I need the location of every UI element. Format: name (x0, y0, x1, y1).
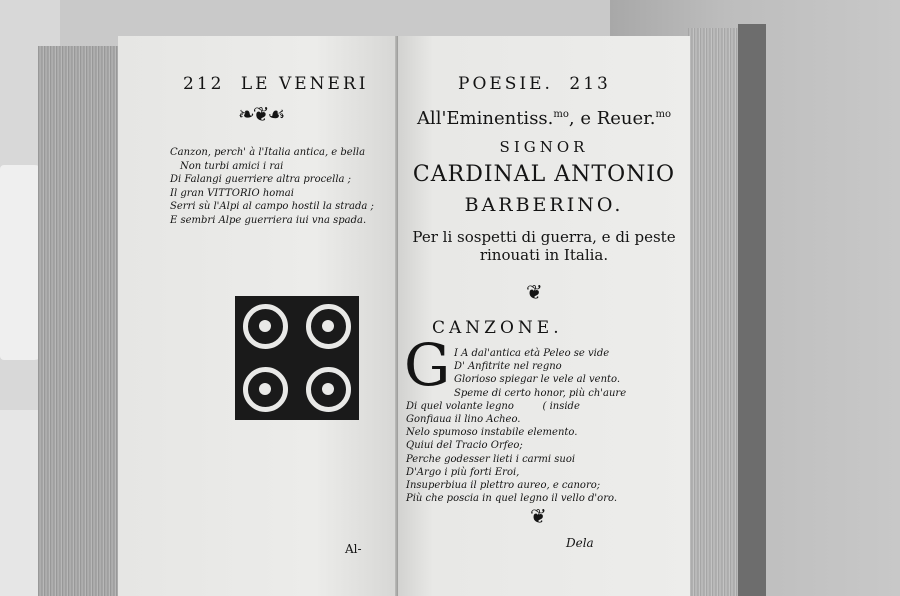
poem-line: Il gran VITTORIO homai (170, 187, 294, 199)
poem-line: Non turbi amici i rai (180, 160, 284, 172)
left-page-number: 212 (183, 74, 225, 94)
poem-line: Più che poscia in quel legno il vello d'oro. (406, 493, 618, 505)
title-signor: SIGNOR (499, 138, 589, 156)
subtitle-line: Per li sospetti di guerra, e di peste (412, 228, 676, 246)
right-running-head (458, 74, 611, 94)
foam-support-lower (0, 410, 40, 596)
right-page-number: 213 (569, 74, 611, 94)
poem-line: Glorioso spiegar le vele al vento. (454, 374, 621, 386)
poem-line: Insuperbiua il plettro aureo, e canoro; (406, 480, 601, 492)
woodcut-ornament-icon (235, 296, 359, 420)
title-cardinal: CARDINAL ANTONIO (412, 162, 676, 187)
subtitle-line: rinouati in Italia. (479, 246, 609, 264)
page-edges-left (38, 46, 118, 596)
bottom-fleuron-icon: ❦ (530, 504, 545, 528)
poem-line: E sembri Alpe guerriera iui vna spada. (170, 214, 367, 226)
left-catchword: Al- (345, 542, 362, 556)
poem-line: Di Falangi guerriere altra procella ; (170, 174, 352, 185)
left-poem (170, 146, 374, 227)
poem-line: Serri sù l'Alpi al campo hostil la strada ; (170, 201, 374, 212)
right-fleuron-icon: ❦ (526, 280, 541, 304)
ornament-quadrant (235, 296, 296, 357)
left-running-title: LE VENERI (240, 74, 369, 94)
poem-line: Gonfiaua il lino Acheo. (406, 414, 521, 426)
poem-line: D' Anfitrite nel regno (454, 361, 562, 373)
section-title: CANZONE. (432, 318, 563, 338)
poem-line: Quiui del Tracio Orfeo; (406, 440, 523, 452)
poem-line: Di quel volante legno ( inside (406, 400, 580, 412)
book-cover-right (738, 24, 766, 596)
poem-line: Speme di certo honor, più ch'aure (454, 387, 627, 399)
subtitle (398, 228, 690, 264)
right-page (398, 36, 690, 596)
ornament-quadrant (298, 359, 359, 420)
ornament-quadrant (235, 359, 296, 420)
title-barberino: BARBERINO. (464, 194, 624, 216)
ornament-quadrant (298, 296, 359, 357)
poem-line: I A dal'antica età Peleo se vide (454, 348, 610, 359)
dedication-text: All'Eminentiss. (416, 108, 554, 129)
poem-line: Perche godesser lieti i carmi suoi (406, 453, 576, 465)
poem-line: D'Argo i più forti Eroi, (406, 466, 520, 478)
left-running-head (183, 74, 368, 94)
poem-line: Nelo spumoso instabile elemento. (406, 427, 578, 439)
left-fleuron-icon: ❧❦☙ (238, 102, 284, 126)
dedication-abbr: mo (553, 109, 569, 120)
poem-line: Canzon, perch' à l'Italia antica, e bella (170, 147, 366, 158)
dedication-abbr: mo (655, 109, 672, 120)
open-book (38, 24, 768, 596)
right-catchword: Dela (566, 536, 594, 550)
right-poem (406, 347, 626, 505)
dedication-text-mid: , e Reuer. (568, 108, 656, 129)
left-page (118, 36, 400, 596)
dedication-line (398, 108, 690, 129)
right-running-title: POESIE. (458, 74, 553, 94)
drop-cap: G (404, 331, 451, 399)
